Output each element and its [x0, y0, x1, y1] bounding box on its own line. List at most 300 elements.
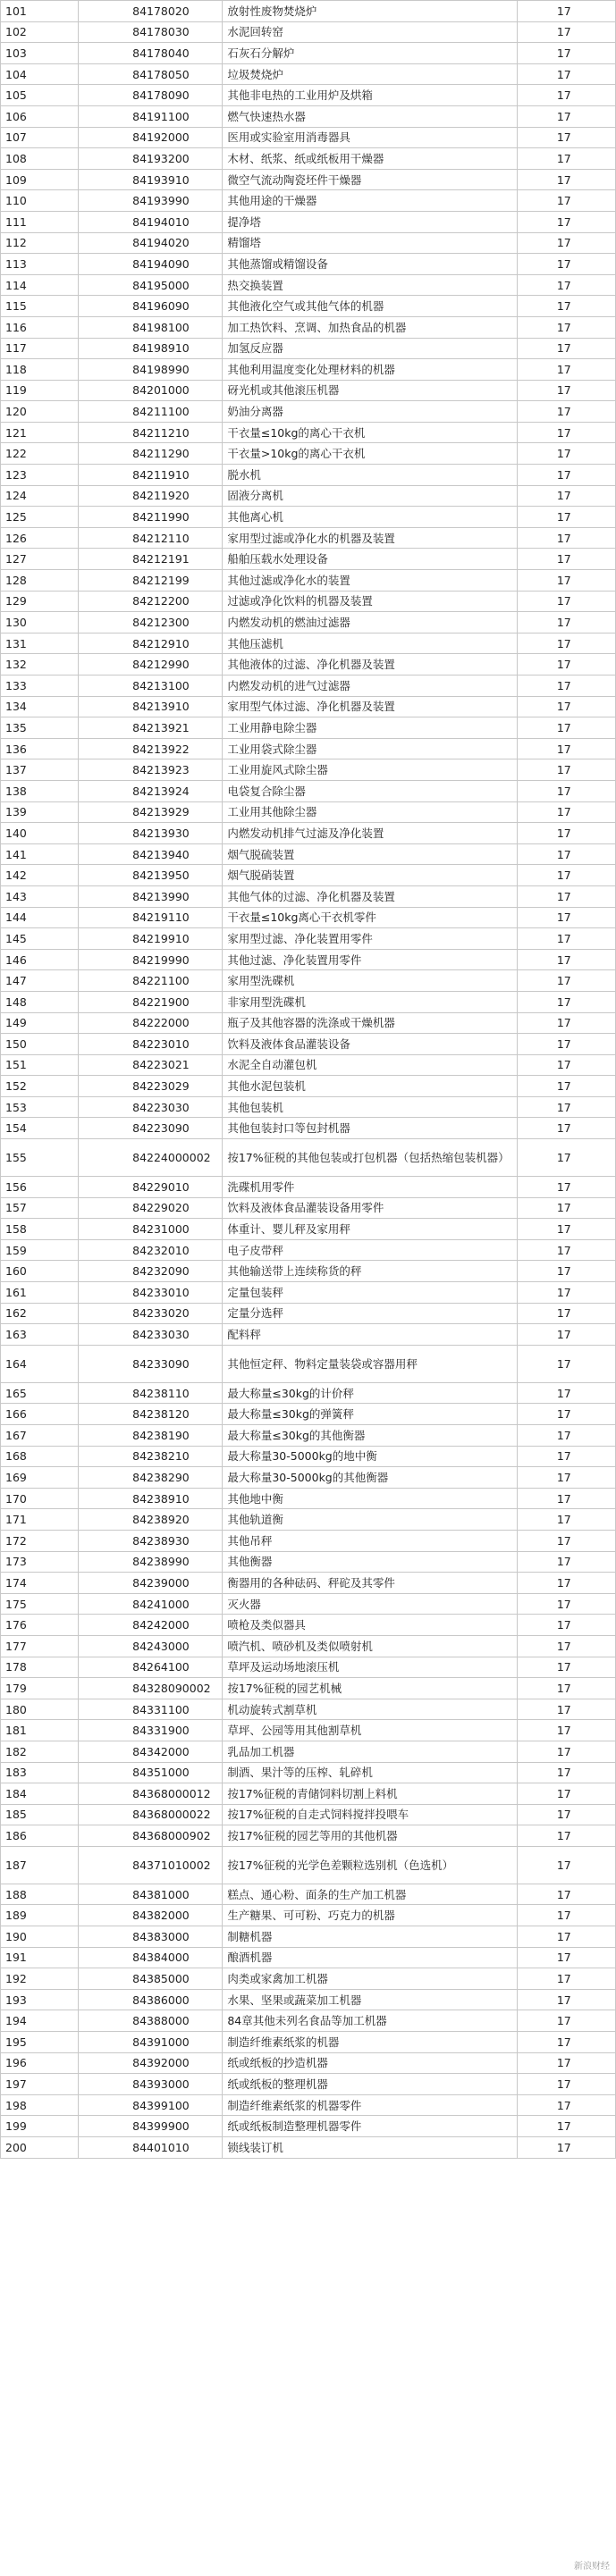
table-row [1, 2094, 616, 2116]
item-name: 洗碟机用零件 [223, 1177, 517, 1198]
table-row [1, 1509, 616, 1531]
item-name: 工业用袋式除尘器 [223, 738, 517, 759]
row-number: 191 [1, 1947, 79, 1968]
item-name: 放射性废物焚烧炉 [223, 1, 517, 22]
row-number: 195 [1, 2032, 79, 2053]
tax-rate: 17 [517, 549, 615, 570]
row-number: 199 [1, 2116, 79, 2137]
tariff-code: 84212191 [79, 549, 223, 570]
tax-rate: 17 [517, 1261, 615, 1282]
row-number: 129 [1, 591, 79, 612]
item-name: 衡器用的各种砝码、秤砣及其零件 [223, 1573, 517, 1594]
tariff-code: 84392000 [79, 2052, 223, 2074]
item-name: 最大称量≤30kg的弹簧秤 [223, 1404, 517, 1425]
row-number: 128 [1, 570, 79, 592]
tax-rate: 17 [517, 1425, 615, 1447]
row-number: 188 [1, 1884, 79, 1905]
tariff-code: 84331900 [79, 1720, 223, 1741]
item-name: 家用型洗碟机 [223, 970, 517, 992]
table-row [1, 169, 616, 190]
tax-rate: 17 [517, 1282, 615, 1304]
row-number: 155 [1, 1139, 79, 1177]
item-name: 按17%征税的园艺机械 [223, 1678, 517, 1699]
row-number: 130 [1, 612, 79, 634]
table-row [1, 527, 616, 549]
table-row [1, 591, 616, 612]
row-number: 176 [1, 1615, 79, 1636]
tax-rate: 17 [517, 1530, 615, 1551]
tax-rate: 17 [517, 823, 615, 844]
item-name: 制糖机器 [223, 1926, 517, 1948]
item-name: 喷枪及类似器具 [223, 1615, 517, 1636]
item-name: 烟气脱硝装置 [223, 865, 517, 886]
row-number: 160 [1, 1261, 79, 1282]
row-number: 114 [1, 274, 79, 296]
row-number: 167 [1, 1425, 79, 1447]
table-row [1, 1741, 616, 1762]
tariff-code: 84213929 [79, 801, 223, 823]
item-name: 糕点、通心粉、面条的生产加工机器 [223, 1884, 517, 1905]
item-name: 家用型过滤、净化装置用零件 [223, 928, 517, 950]
tax-rate: 17 [517, 2094, 615, 2116]
item-name: 家用型气体过滤、净化机器及装置 [223, 696, 517, 717]
table-row [1, 1762, 616, 1783]
tariff-code: 84328090002 [79, 1678, 223, 1699]
tax-rate: 17 [517, 1615, 615, 1636]
table-row [1, 1012, 616, 1034]
table-row [1, 1404, 616, 1425]
tariff-code: 84196090 [79, 296, 223, 317]
table-row [1, 1425, 616, 1447]
item-name: 配料秤 [223, 1324, 517, 1346]
tax-rate: 17 [517, 1762, 615, 1783]
row-number: 139 [1, 801, 79, 823]
tax-rate: 17 [517, 465, 615, 486]
tariff-code: 84223021 [79, 1054, 223, 1076]
table-row [1, 359, 616, 381]
tax-rate: 17 [517, 1635, 615, 1657]
row-number: 198 [1, 2094, 79, 2116]
tax-rate: 17 [517, 1926, 615, 1948]
item-name: 脱水机 [223, 465, 517, 486]
tariff-code: 84238920 [79, 1509, 223, 1531]
item-name: 水泥全自动灌包机 [223, 1054, 517, 1076]
table-row [1, 1530, 616, 1551]
tariff-code: 84213923 [79, 759, 223, 781]
row-number: 179 [1, 1678, 79, 1699]
tariff-code: 84201000 [79, 380, 223, 401]
item-name: 纸或纸板的抄造机器 [223, 2052, 517, 2074]
row-number: 184 [1, 1783, 79, 1805]
tariff-code: 84213921 [79, 717, 223, 739]
item-name: 按17%征税的光学色差颗粒选别机（色选机） [223, 1846, 517, 1884]
table-row [1, 1825, 616, 1847]
tax-rate: 17 [517, 949, 615, 970]
tax-rate: 17 [517, 717, 615, 739]
table-row [1, 1, 616, 22]
row-number: 135 [1, 717, 79, 739]
row-number: 186 [1, 1825, 79, 1847]
item-name: 其他过滤、净化装置用零件 [223, 949, 517, 970]
table-row [1, 296, 616, 317]
tariff-code: 84233090 [79, 1345, 223, 1382]
tax-rate: 17 [517, 1446, 615, 1467]
row-number: 187 [1, 1846, 79, 1884]
row-number: 200 [1, 2137, 79, 2159]
row-number: 177 [1, 1635, 79, 1657]
item-name: 电子皮带秤 [223, 1239, 517, 1261]
tariff-code: 84211920 [79, 485, 223, 507]
tariff-code: 84213922 [79, 738, 223, 759]
table-row [1, 1573, 616, 1594]
item-name: 提净塔 [223, 211, 517, 232]
tax-rate: 17 [517, 380, 615, 401]
tax-rate: 17 [517, 1324, 615, 1346]
tariff-code: 84368000902 [79, 1825, 223, 1847]
tariff-code: 84193910 [79, 169, 223, 190]
table-row [1, 633, 616, 654]
tax-rate: 17 [517, 1551, 615, 1573]
watermark-logo: 新浪财经 [571, 2557, 612, 2572]
table-row [1, 1345, 616, 1382]
row-number: 115 [1, 296, 79, 317]
item-name: 草坪、公园等用其他割草机 [223, 1720, 517, 1741]
tariff-code: 84211290 [79, 443, 223, 465]
item-name: 内燃发动机排气过滤及净化装置 [223, 823, 517, 844]
tariff-code: 84391000 [79, 2032, 223, 2053]
row-number: 142 [1, 865, 79, 886]
tariff-code: 84212990 [79, 654, 223, 675]
row-number: 105 [1, 85, 79, 106]
tariff-code: 84238990 [79, 1551, 223, 1573]
tariff-code: 84351000 [79, 1762, 223, 1783]
tax-rate: 17 [517, 2137, 615, 2159]
tariff-code: 84233010 [79, 1282, 223, 1304]
row-number: 175 [1, 1593, 79, 1615]
table-row [1, 338, 616, 359]
row-number: 148 [1, 991, 79, 1012]
tariff-code: 84211910 [79, 465, 223, 486]
table-row [1, 232, 616, 254]
row-number: 110 [1, 190, 79, 212]
table-row [1, 991, 616, 1012]
tariff-code: 84195000 [79, 274, 223, 296]
table-body [1, 1, 616, 2159]
tax-rate: 17 [517, 1509, 615, 1531]
tax-rate: 17 [517, 654, 615, 675]
item-name: 其他包装机 [223, 1096, 517, 1118]
row-number: 141 [1, 843, 79, 865]
tariff-code: 84238190 [79, 1425, 223, 1447]
item-name: 按17%征税的青储饲料切割上料机 [223, 1783, 517, 1805]
table-row [1, 1282, 616, 1304]
tax-rate: 17 [517, 1, 615, 22]
row-number: 109 [1, 169, 79, 190]
row-number: 170 [1, 1488, 79, 1509]
table-row [1, 1177, 616, 1198]
tax-rate: 17 [517, 63, 615, 85]
tariff-code: 84213910 [79, 696, 223, 717]
row-number: 173 [1, 1551, 79, 1573]
tariff-code: 84213924 [79, 780, 223, 801]
row-number: 146 [1, 949, 79, 970]
table-row [1, 401, 616, 423]
tariff-code: 84229020 [79, 1197, 223, 1219]
item-name: 锁线装订机 [223, 2137, 517, 2159]
tariff-code: 84384000 [79, 1947, 223, 1968]
tariff-code: 84342000 [79, 1741, 223, 1762]
table-row [1, 949, 616, 970]
table-row [1, 1699, 616, 1720]
row-number: 136 [1, 738, 79, 759]
row-number: 164 [1, 1345, 79, 1382]
table-row [1, 780, 616, 801]
tax-rate: 17 [517, 570, 615, 592]
table-row [1, 1382, 616, 1404]
table-row [1, 1239, 616, 1261]
item-name: 纸或纸板制造整理机器零件 [223, 2116, 517, 2137]
tax-rate: 17 [517, 1947, 615, 1968]
tax-rate: 17 [517, 970, 615, 992]
tax-rate: 17 [517, 612, 615, 634]
tariff-code: 84238210 [79, 1446, 223, 1467]
tariff-code: 84238930 [79, 1530, 223, 1551]
table-row [1, 21, 616, 43]
item-name: 工业用旋风式除尘器 [223, 759, 517, 781]
row-number: 182 [1, 1741, 79, 1762]
table-row [1, 1989, 616, 2010]
tax-rate: 17 [517, 1076, 615, 1097]
tariff-code: 84223030 [79, 1096, 223, 1118]
tariff-code: 84219910 [79, 928, 223, 950]
item-name: 过滤或净化饮料的机器及装置 [223, 591, 517, 612]
table-row [1, 1947, 616, 1968]
item-name: 微空气流动陶瓷坯件干燥器 [223, 169, 517, 190]
row-number: 157 [1, 1197, 79, 1219]
table-row [1, 274, 616, 296]
table-row [1, 696, 616, 717]
tax-rate: 17 [517, 991, 615, 1012]
table-row [1, 1034, 616, 1055]
tax-rate: 17 [517, 591, 615, 612]
tax-rate: 17 [517, 1139, 615, 1177]
item-name: 水果、坚果或蔬菜加工机器 [223, 1989, 517, 2010]
table-row [1, 823, 616, 844]
table-row [1, 507, 616, 528]
tariff-code: 84193990 [79, 190, 223, 212]
item-name: 其他气体的过滤、净化机器及装置 [223, 885, 517, 907]
table-row [1, 2052, 616, 2074]
table-row [1, 759, 616, 781]
tariff-code: 84232010 [79, 1239, 223, 1261]
table-row [1, 1615, 616, 1636]
tariff-code: 84194020 [79, 232, 223, 254]
table-row [1, 2010, 616, 2032]
tariff-code: 84219990 [79, 949, 223, 970]
item-name: 其他非电热的工业用炉及烘箱 [223, 85, 517, 106]
item-name: 其他用途的干燥器 [223, 190, 517, 212]
row-number: 165 [1, 1382, 79, 1404]
item-name: 加氢反应器 [223, 338, 517, 359]
table-row [1, 675, 616, 697]
tax-rate: 17 [517, 296, 615, 317]
tax-rate: 17 [517, 1096, 615, 1118]
table-row [1, 1324, 616, 1346]
item-name: 草坪及运动场地滚压机 [223, 1657, 517, 1678]
tax-rate: 17 [517, 1488, 615, 1509]
row-number: 138 [1, 780, 79, 801]
item-name: 加工热饮料、烹调、加热食品的机器 [223, 316, 517, 338]
table-row [1, 717, 616, 739]
tariff-code: 84211990 [79, 507, 223, 528]
tax-rate: 17 [517, 485, 615, 507]
tax-rate: 17 [517, 1699, 615, 1720]
tariff-code: 84238910 [79, 1488, 223, 1509]
tariff-code: 84213950 [79, 865, 223, 886]
row-number: 194 [1, 2010, 79, 2032]
tariff-code: 84213940 [79, 843, 223, 865]
tariff-code: 84264100 [79, 1657, 223, 1678]
tax-rate: 17 [517, 1177, 615, 1198]
item-name: 定量包装秤 [223, 1282, 517, 1304]
row-number: 166 [1, 1404, 79, 1425]
row-number: 121 [1, 422, 79, 443]
row-number: 144 [1, 907, 79, 928]
item-name: 制造纤维素纸浆的机器 [223, 2032, 517, 2053]
table-row [1, 738, 616, 759]
item-name: 其他地中衡 [223, 1488, 517, 1509]
tax-rate: 17 [517, 1467, 615, 1489]
table-row [1, 1197, 616, 1219]
item-name: 纸或纸板的整理机器 [223, 2074, 517, 2095]
tariff-code: 84368000012 [79, 1783, 223, 1805]
tax-rate: 17 [517, 907, 615, 928]
table-row [1, 1635, 616, 1657]
row-number: 178 [1, 1657, 79, 1678]
tax-rate: 17 [517, 801, 615, 823]
row-number: 168 [1, 1446, 79, 1467]
row-number: 197 [1, 2074, 79, 2095]
table-row [1, 1551, 616, 1573]
item-name: 最大称量≤30kg的计价秤 [223, 1382, 517, 1404]
tariff-code: 84212110 [79, 527, 223, 549]
row-number: 174 [1, 1573, 79, 1594]
tax-rate: 17 [517, 1825, 615, 1847]
table-row [1, 85, 616, 106]
tariff-code: 84213990 [79, 885, 223, 907]
item-name: 其他恒定秤、物料定量装袋或容器用秤 [223, 1345, 517, 1382]
tax-rate: 17 [517, 1382, 615, 1404]
item-name: 非家用型洗碟机 [223, 991, 517, 1012]
table-row [1, 1261, 616, 1282]
tax-rate: 17 [517, 1034, 615, 1055]
tariff-code: 84221900 [79, 991, 223, 1012]
tariff-code: 84331100 [79, 1699, 223, 1720]
tariff-code: 84232090 [79, 1261, 223, 1282]
item-name: 医用或实验室用消毒器具 [223, 127, 517, 148]
row-number: 180 [1, 1699, 79, 1720]
item-name: 灭火器 [223, 1593, 517, 1615]
tax-rate: 17 [517, 2116, 615, 2137]
tax-rate: 17 [517, 1012, 615, 1034]
item-name: 按17%征税的其他包装或打包机器（包括热缩包装机器） [223, 1139, 517, 1177]
tax-rate: 17 [517, 21, 615, 43]
tariff-code: 84233030 [79, 1324, 223, 1346]
table-row [1, 316, 616, 338]
tax-rate: 17 [517, 1593, 615, 1615]
tax-rate: 17 [517, 1573, 615, 1594]
tax-rate: 17 [517, 1404, 615, 1425]
row-number: 133 [1, 675, 79, 697]
tax-rate: 17 [517, 1783, 615, 1805]
row-number: 106 [1, 105, 79, 127]
row-number: 149 [1, 1012, 79, 1034]
row-number: 131 [1, 633, 79, 654]
tax-rate: 17 [517, 211, 615, 232]
tariff-code: 84371010002 [79, 1846, 223, 1884]
table-row [1, 254, 616, 275]
tariff-code: 84229010 [79, 1177, 223, 1198]
row-number: 125 [1, 507, 79, 528]
item-name: 其他液体的过滤、净化机器及装置 [223, 654, 517, 675]
table-row [1, 1657, 616, 1678]
item-name: 其他过滤或净化水的装置 [223, 570, 517, 592]
tax-rate: 17 [517, 2052, 615, 2074]
tax-rate: 17 [517, 1741, 615, 1762]
table-row [1, 1467, 616, 1489]
row-number: 181 [1, 1720, 79, 1741]
item-name: 其他利用温度变化处理材料的机器 [223, 359, 517, 381]
tariff-code: 84233020 [79, 1303, 223, 1324]
table-row [1, 570, 616, 592]
table-row [1, 2116, 616, 2137]
row-number: 196 [1, 2052, 79, 2074]
tax-rate: 17 [517, 1968, 615, 1990]
table-row [1, 465, 616, 486]
tax-rate: 17 [517, 780, 615, 801]
row-number: 140 [1, 823, 79, 844]
tariff-code: 84192000 [79, 127, 223, 148]
tariff-code: 84178090 [79, 85, 223, 106]
table-row [1, 1846, 616, 1884]
table-row [1, 443, 616, 465]
item-name: 其他输送带上连续称货的秤 [223, 1261, 517, 1282]
item-name: 机动旋转式割草机 [223, 1699, 517, 1720]
item-name: 喷汽机、喷砂机及类似喷射机 [223, 1635, 517, 1657]
row-number: 127 [1, 549, 79, 570]
item-name: 按17%征税的园艺等用的其他机器 [223, 1825, 517, 1847]
tax-rate: 17 [517, 148, 615, 170]
row-number: 124 [1, 485, 79, 507]
row-number: 107 [1, 127, 79, 148]
tariff-code: 84211100 [79, 401, 223, 423]
tax-rate: 17 [517, 43, 615, 64]
item-name: 饮料及液体食品灌装设备 [223, 1034, 517, 1055]
table-row [1, 1884, 616, 1905]
row-number: 134 [1, 696, 79, 717]
item-name: 其他水泥包装机 [223, 1076, 517, 1097]
tax-rate: 17 [517, 422, 615, 443]
item-name: 家用型过滤或净化水的机器及装置 [223, 527, 517, 549]
table-row [1, 885, 616, 907]
tax-rate: 17 [517, 1657, 615, 1678]
tax-rate: 17 [517, 1989, 615, 2010]
tax-rate: 17 [517, 1345, 615, 1382]
tariff-code: 84386000 [79, 1989, 223, 2010]
tariff-code: 84242000 [79, 1615, 223, 1636]
tariff-code: 84399900 [79, 2116, 223, 2137]
tax-rate: 17 [517, 1678, 615, 1699]
